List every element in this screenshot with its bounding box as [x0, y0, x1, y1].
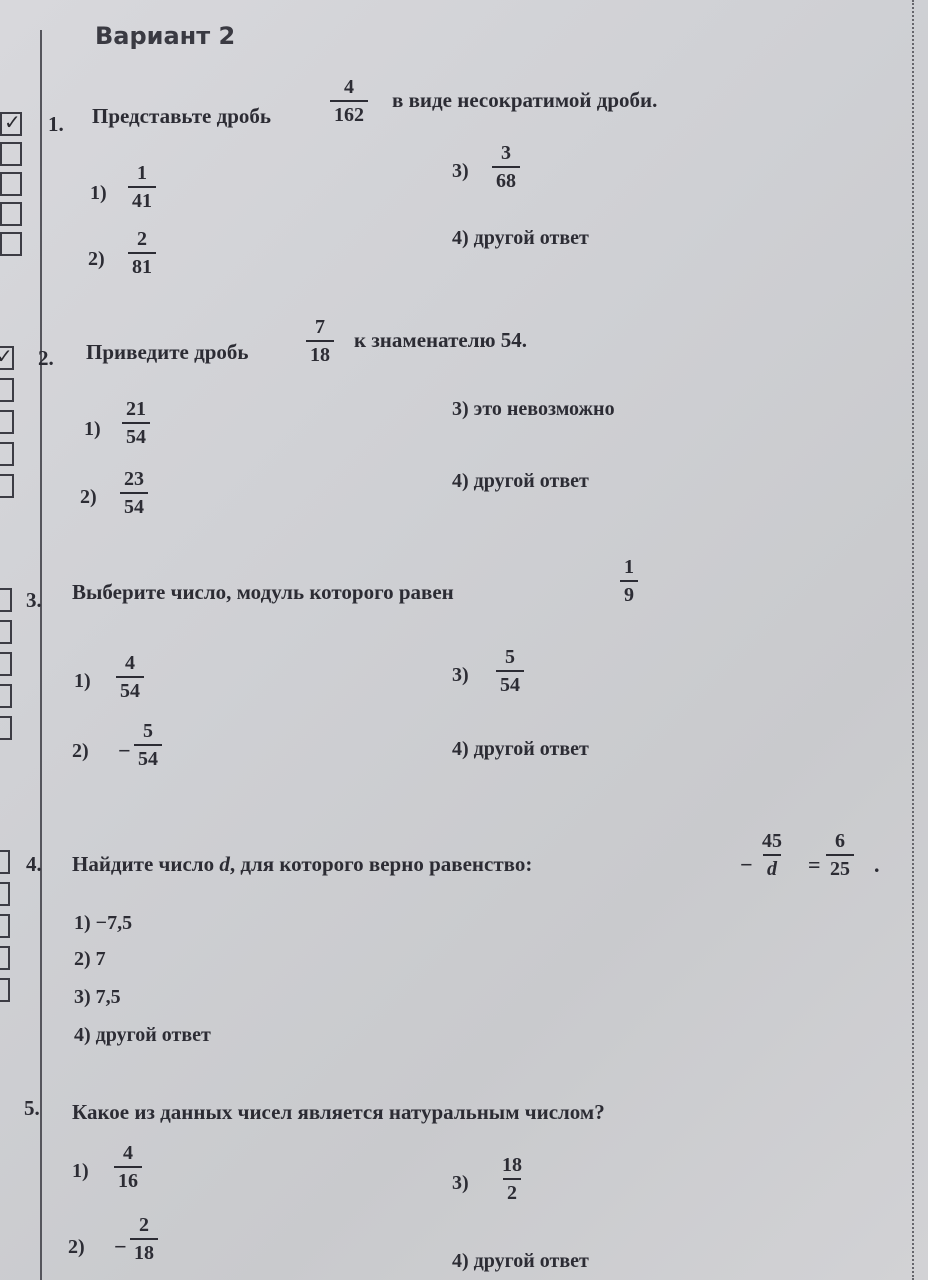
q1-text-after: в виде несократимой дроби.: [392, 88, 658, 112]
q3-option-4-label: 4): [452, 738, 469, 760]
q1-option-1-num: 1: [137, 162, 147, 184]
q3-option-3-label: 3): [452, 664, 469, 686]
q5-option-4-text: другой ответ: [473, 1250, 589, 1272]
margin-line: [40, 30, 42, 1280]
q1-option-1-den: 41: [128, 186, 156, 212]
q4-option-4-label: 4): [74, 1024, 91, 1046]
q5-option-1-den: 16: [114, 1166, 142, 1192]
q2-option-2-num: 23: [124, 468, 144, 490]
q4-eq-left-fraction: [758, 830, 786, 880]
q5-option-1-num: 4: [123, 1142, 133, 1164]
q4-eq-right-fraction: [826, 830, 854, 880]
q3-option-3-num: 5: [505, 646, 515, 668]
q1-option-2-den: 81: [128, 252, 156, 278]
answer-checkbox[interactable]: [0, 346, 14, 370]
answer-checkbox[interactable]: [0, 202, 22, 226]
q5-option-3-label: 3): [452, 1172, 469, 1194]
q3-fraction-num: 1: [624, 556, 634, 578]
q1-fraction: [330, 76, 368, 126]
q2-fraction-den: 18: [306, 340, 334, 366]
answer-checkbox[interactable]: [0, 684, 12, 708]
answer-checkbox[interactable]: [0, 850, 10, 874]
q1-option-2-label: 2): [88, 248, 105, 270]
q5-option-1-fraction[interactable]: [114, 1142, 142, 1192]
q3-number: 3.: [26, 588, 42, 612]
q4-eq-left-num: 45: [762, 830, 782, 852]
answer-checkbox[interactable]: [0, 652, 12, 676]
q3-option-2-label: 2): [72, 740, 89, 762]
answer-checkbox[interactable]: [0, 620, 12, 644]
q1-option-4-label: 4): [452, 227, 469, 249]
q3-option-4-text: другой ответ: [473, 738, 589, 760]
q2-fraction-num: 7: [315, 316, 325, 338]
q2-option-1-label: 1): [84, 418, 101, 440]
q3-text-before: Выберите число, модуль которого равен: [72, 580, 454, 604]
answer-checkbox[interactable]: [0, 112, 22, 136]
q2-option-3-label: 3): [452, 398, 469, 420]
q3-option-1-den: 54: [116, 676, 144, 702]
q4-option-2-label: 2): [74, 948, 91, 970]
q4-option-3-label: 3): [74, 986, 91, 1008]
q1-option-1-label: 1): [90, 182, 107, 204]
q4-option-2-text: 7: [95, 948, 106, 970]
q2-option-2-label: 2): [80, 486, 97, 508]
q5-text: Какое из данных чисел является натуральным числом?: [72, 1100, 605, 1124]
q5-option-2-label: 2): [68, 1236, 85, 1258]
q3-fraction-den: 9: [620, 580, 638, 606]
q1-text-before: Представьте дробь: [92, 104, 272, 128]
q3-option-2-den: 54: [134, 744, 162, 770]
q1-option-4[interactable]: [452, 227, 589, 250]
q1-option-3-num: 3: [501, 142, 511, 164]
answer-checkbox[interactable]: [0, 410, 14, 434]
q3-option-3-den: 54: [496, 670, 524, 696]
q3-option-1-label: 1): [74, 670, 91, 692]
q1-option-3-fraction[interactable]: [492, 142, 520, 192]
q4-number: 4.: [26, 852, 42, 876]
q2-option-3-text: это невозможно: [473, 398, 615, 420]
q4-eq-right-num: 6: [835, 830, 845, 852]
q3-option-1-num: 4: [125, 652, 135, 674]
q1-option-3-label: 3): [452, 160, 469, 182]
q2-option-1-num: 21: [126, 398, 146, 420]
q2-option-4-label: 4): [452, 470, 469, 492]
q4-option-1[interactable]: [74, 912, 132, 935]
q2-option-4[interactable]: [452, 470, 589, 493]
q2-fraction: [306, 316, 334, 366]
q4-eq-left-den: d: [763, 854, 781, 880]
q2-option-3[interactable]: [452, 398, 615, 421]
q2-text-after: к знаменателю 54.: [354, 328, 528, 352]
q4-eq-equals: =: [808, 852, 821, 877]
answer-checkbox[interactable]: [0, 442, 14, 466]
q4-eq-right-den: 25: [826, 854, 854, 880]
q4-option-3-text: 7,5: [95, 986, 121, 1008]
answer-checkbox[interactable]: [0, 378, 14, 402]
q4-text-after: , для которого верно равенство:: [229, 852, 533, 876]
q3-fraction: [620, 556, 638, 606]
page-title: Вариант 2: [95, 22, 236, 50]
page-edge: [912, 0, 916, 1280]
answer-checkbox[interactable]: [0, 588, 12, 612]
answer-checkbox[interactable]: [0, 172, 22, 196]
q5-option-3-den: 2: [503, 1178, 521, 1204]
q4-option-1-text: −7,5: [95, 912, 133, 934]
q1-option-1-fraction[interactable]: [128, 162, 156, 212]
answer-checkbox[interactable]: [0, 142, 22, 166]
q1-option-2-fraction[interactable]: [128, 228, 156, 278]
q2-option-2-den: 54: [120, 492, 148, 518]
q5-option-4-label: 4): [452, 1250, 469, 1272]
q2-option-2-fraction[interactable]: [120, 468, 148, 518]
q3-option-3-fraction[interactable]: [496, 646, 524, 696]
answer-checkbox[interactable]: [0, 978, 10, 1002]
q1-fraction-den: 162: [330, 100, 368, 126]
q2-text-before: Приведите дробь: [86, 340, 249, 364]
q4-option-3[interactable]: [74, 986, 121, 1009]
q5-option-3-fraction[interactable]: [498, 1154, 526, 1204]
q2-option-1-fraction[interactable]: [122, 398, 150, 448]
answer-checkbox[interactable]: [0, 914, 10, 938]
q2-option-4-text: другой ответ: [473, 470, 589, 492]
q3-option-2-num: 5: [143, 720, 153, 742]
answer-checkbox[interactable]: [0, 474, 14, 498]
q1-option-3-den: 68: [492, 166, 520, 192]
q5-option-1-label: 1): [72, 1160, 89, 1182]
q4-text-before: Найдите число: [72, 852, 215, 876]
q5-option-2-den: 18: [130, 1238, 158, 1264]
q4-option-2[interactable]: [74, 948, 106, 971]
q1-number: 1.: [48, 112, 64, 136]
q1-option-4-text: другой ответ: [473, 227, 589, 249]
q3-option-4[interactable]: [452, 738, 589, 761]
answer-checkbox[interactable]: [0, 716, 12, 740]
q1-fraction-num: 4: [344, 76, 354, 98]
q5-option-2-fraction[interactable]: [130, 1214, 158, 1264]
answer-checkbox[interactable]: [0, 882, 10, 906]
q4-text: [72, 852, 532, 877]
q4-eq-period: .: [874, 852, 880, 877]
q4-option-1-label: 1): [74, 912, 91, 934]
q5-option-3-num: 18: [502, 1154, 522, 1176]
q5-number: 5.: [24, 1096, 40, 1120]
q4-eq-minus: −: [740, 852, 753, 877]
q3-option-2-sign: −: [118, 738, 131, 763]
q4-option-4[interactable]: [74, 1024, 211, 1047]
q4-option-4-text: другой ответ: [95, 1024, 211, 1046]
q3-option-1-fraction[interactable]: [116, 652, 144, 702]
q2-option-1-den: 54: [122, 422, 150, 448]
q5-option-4[interactable]: [452, 1250, 589, 1273]
answer-checkbox[interactable]: [0, 946, 10, 970]
q3-option-2-fraction[interactable]: [134, 720, 162, 770]
q2-number: 2.: [38, 346, 54, 370]
q4-variable: d: [219, 852, 230, 876]
q5-option-2-num: 2: [139, 1214, 149, 1236]
q5-option-2-sign: −: [114, 1234, 127, 1259]
answer-checkbox[interactable]: [0, 232, 22, 256]
q1-option-2-num: 2: [137, 228, 147, 250]
